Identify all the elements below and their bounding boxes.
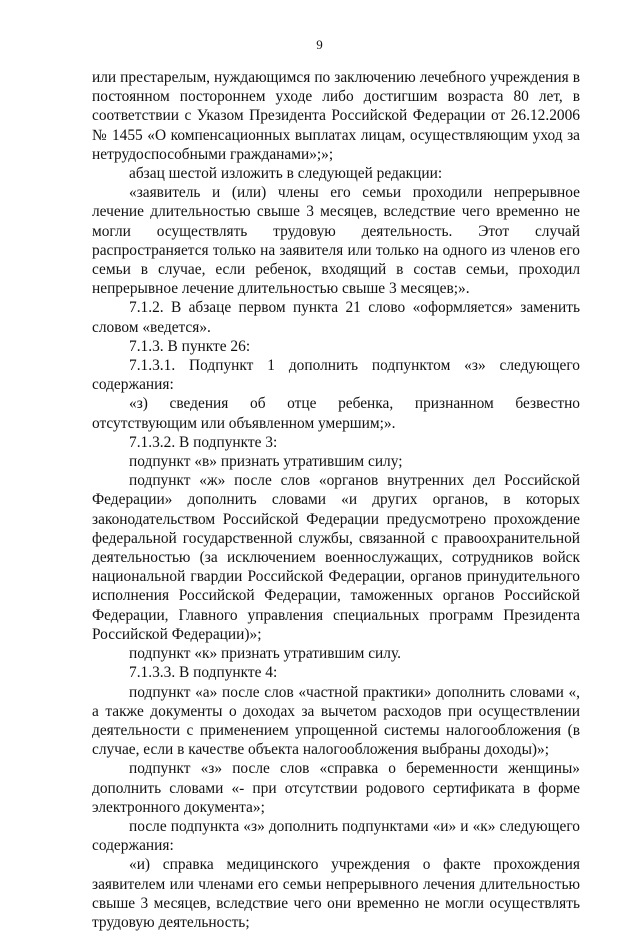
paragraph: подпункт «в» признать утратившим силу; bbox=[129, 453, 403, 471]
paragraph: 7.1.3. В пункте 26: bbox=[129, 337, 251, 355]
paragraph: 7.1.3.1. Подпункт 1 дополнить подпунктом «з» следующего содержания: bbox=[92, 357, 580, 394]
paragraph: «з) сведения об отце ребенка, признанном безвестно отсутствующим или объявленном умершим;». bbox=[92, 395, 580, 432]
document-body bbox=[92, 68, 580, 932]
paragraph: подпункт «а» после слов «частной практики» дополнить словами «, а также документы о доходах за вычетом расходов при осуществлении деятельности с применением упрощенной системы налогообложения (в случае, если в качестве объекта налогообложения выбраны доходы)»; bbox=[92, 683, 580, 759]
paragraph: или престарелым, нуждающимся по заключению лечебного учреждения в постоянном постороннем уходе либо достигшим возраста 80 лет, в соответствии с Указом Президента Российской Федерации от 26.12.2006 № 1455 «О компенсационных выплатах лицам, осуществляющим уход за нетрудоспособными гражданами»;»; bbox=[92, 69, 580, 163]
paragraph: 7.1.3.2. В подпункте 3: bbox=[129, 433, 278, 451]
paragraph: подпункт «з» после слов «справка о беременности женщины» дополнить словами «- при отсутствии родового сертификата в форме электронного документа»; bbox=[92, 760, 580, 816]
paragraph: после подпункта «з» дополнить подпунктами «и» и «к» следующего содержания: bbox=[92, 817, 580, 855]
paragraph: абзац шестой изложить в следующей редакции: bbox=[129, 165, 443, 183]
page-number: 9 bbox=[316, 37, 323, 52]
paragraph: 7.1.2. В абзаце первом пункта 21 слово «оформляется» заменить словом «ведется». bbox=[92, 299, 580, 336]
paragraph: 7.1.3.3. В подпункте 4: bbox=[129, 664, 278, 682]
paragraph: «и) справка медицинского учреждения о факте прохождения заявителем или членами его семьи непрерывного лечения длительностью свыше 3 месяцев, вследствие чего они временно не могли осуществлять трудовую деятельность; bbox=[92, 856, 580, 931]
paragraph: подпункт «к» признать утратившим силу. bbox=[129, 645, 401, 663]
paragraph: «заявитель и (или) члены его семьи проходили непрерывное лечение длительностью свыше 3 месяцев, вследствие чего временно не могли осуществлять трудовую деятельность. Этот случай распространяется только на заявителя или только на одного из членов его семьи в случае, если ребенок, входящий в состав семьи, проходил непрерывное лечение длительностью свыше 3 месяцев;». bbox=[92, 184, 580, 298]
paragraph: подпункт «ж» после слов «органов внутренних дел Российской Федерации» дополнить словами «и других органов, в которых законодательством Российской Федерации предусмотрено прохождение федеральной государственной службы, связанной с правоохранительной деятельностью (за исключением военнослужащих, сотрудников войск национальной гвардии Российской Федерации, органов принудительного исполнения Российской Федерации, таможенных органов Российской Федерации, Главного управления специальных программ Президента Российской Федерации)»; bbox=[92, 472, 580, 643]
